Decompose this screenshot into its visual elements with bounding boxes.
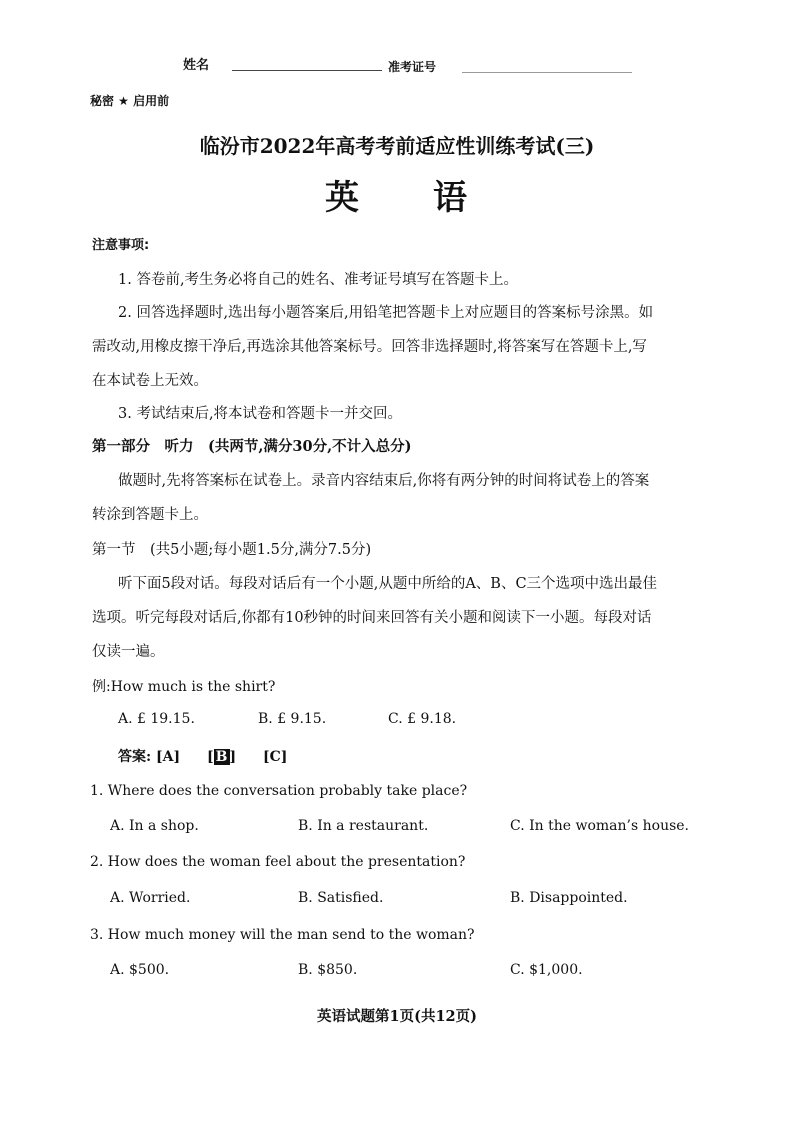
part1-intro-line-2: 转涂到答题卡上。 <box>92 507 208 523</box>
question-1: 1. Where does the conversation probably take place? <box>90 783 468 799</box>
subject-title: 英 语 <box>325 178 469 218</box>
example-answer-c: [C] <box>263 749 288 765</box>
notice-item-2-line-3: 在本试卷上无效。 <box>92 373 208 389</box>
notice-item-3: 3. 考试结束后,将本试卷和答题卡一并交回。 <box>118 406 403 422</box>
part1-intro-line-1: 做题时,先将答案标在试卷上。录音内容结束后,你将有两分钟的时间将试卷上的答案 <box>118 473 650 489</box>
example-answer: 答案: [A] [ B ] [C] <box>118 749 288 765</box>
notice-item-1: 1. 答卷前,考生务必将自己的姓名、准考证号填写在答题卡上。 <box>118 272 519 288</box>
q1-option-b: B. In a restaurant. <box>298 818 429 834</box>
q2-option-b: B. Satisfied. <box>298 890 384 906</box>
exam-title: 临汾市2022年高考考前适应性训练考试(三) <box>199 134 595 158</box>
q2-option-a: A. Worried. <box>110 890 191 906</box>
notice-heading: 注意事项: <box>92 238 150 253</box>
section1-instr-line-3: 仅读一遍。 <box>92 644 165 660</box>
question-2: 2. How does the woman feel about the presentation? <box>90 854 466 870</box>
notice-item-2-line-1: 2. 回答选择题时,选出每小题答案后,用铅笔把答题卡上对应题目的答案标号涂黑。如 <box>118 305 654 321</box>
example-question: 例:How much is the shirt? <box>92 679 276 695</box>
example-option-c: C. £ 9.18. <box>388 711 457 727</box>
example-option-b: B. £ 9.15. <box>258 711 327 727</box>
q1-option-a: A. In a shop. <box>110 818 199 834</box>
notice-item-2-line-2: 需改动,用橡皮擦干净后,再选涂其他答案标号。回答非选择题时,将答案写在答题卡上,写 <box>92 339 647 355</box>
example-answer-a: [A] <box>156 749 181 765</box>
q2-option-c: B. Disappointed. <box>510 890 628 906</box>
question-3: 3. How much money will the man send to the woman? <box>90 927 475 943</box>
q3-option-c: C. $1,000. <box>510 962 583 978</box>
q3-option-b: B. $850. <box>298 962 358 978</box>
ticket-label: 准考证号 <box>388 60 437 74</box>
name-label: 姓名 <box>183 58 210 73</box>
section1-instr-line-2: 选项。听完每段对话后,你都有10秒钟的时间来回答有关小题和阅读下一小题。每段对话 <box>92 610 652 626</box>
secrecy-mark: 秘密 ★ 启用前 <box>90 94 170 108</box>
part1-heading: 第一部分 听力 (共两节,满分30分,不计入总分) <box>92 438 412 455</box>
example-answer-b-filled: B <box>215 749 228 765</box>
name-blank[interactable] <box>232 70 382 71</box>
section1-instr-line-1: 听下面5段对话。每段对话后有一个小题,从题中所给的A、B、C三个选项中选出最佳 <box>118 576 658 592</box>
example-answer-label: 答案: <box>118 749 152 765</box>
page-footer: 英语试题第1页(共12页) <box>317 1008 477 1025</box>
example-option-a: A. £ 19.15. <box>118 711 195 727</box>
section1-heading: 第一节 (共5小题;每小题1.5分,满分7.5分) <box>92 542 372 558</box>
ticket-blank[interactable] <box>462 72 632 73</box>
q3-option-a: A. $500. <box>110 962 170 978</box>
q1-option-c: C. In the woman’s house. <box>510 818 690 834</box>
